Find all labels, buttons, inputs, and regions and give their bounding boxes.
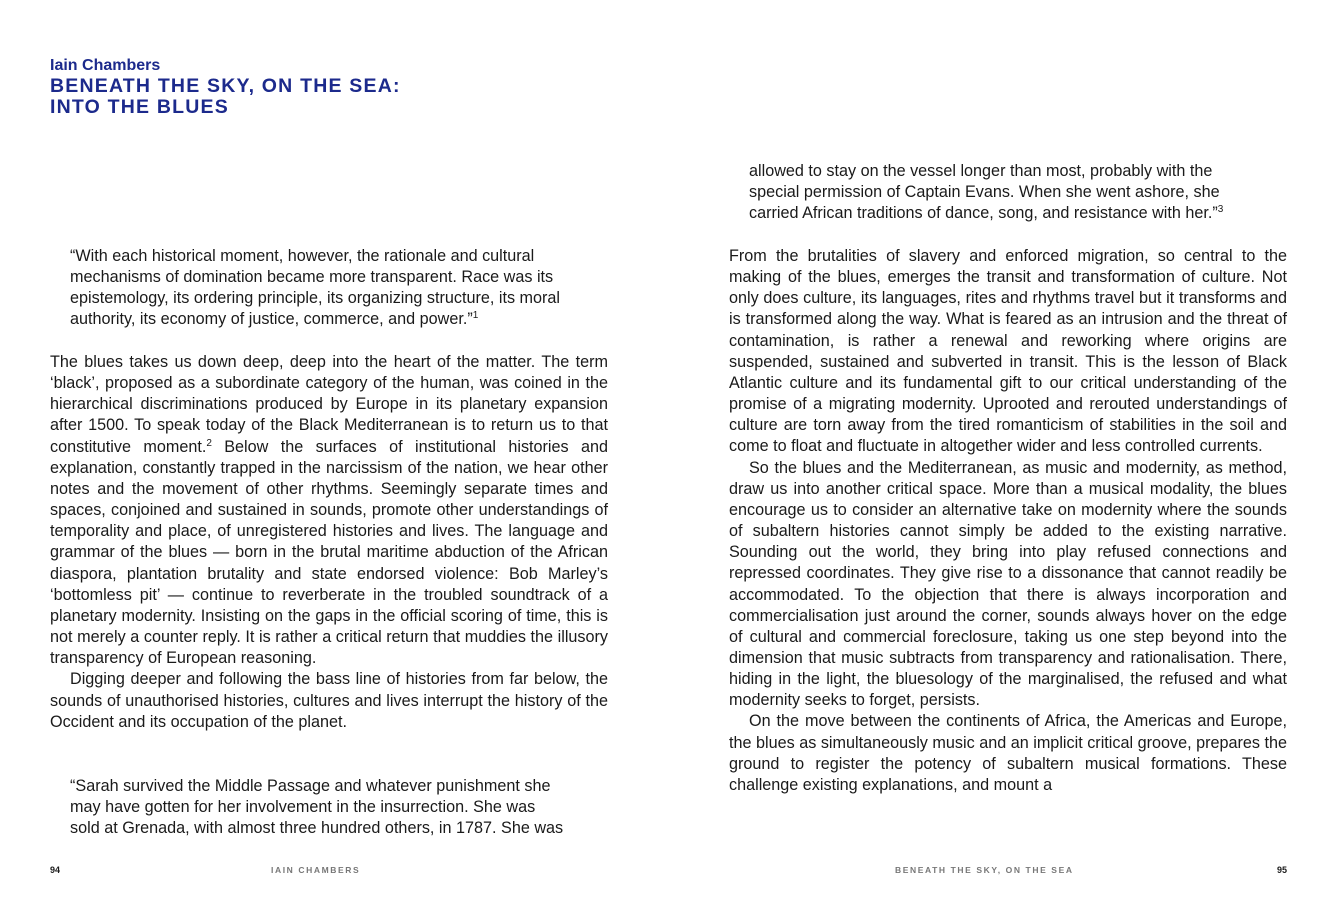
block-quote-1: [70, 246, 610, 331]
right-page: [668, 0, 1337, 904]
block-quote-2: [70, 776, 630, 839]
block-quote-continued: [749, 161, 1309, 224]
footnote-marker-3: 3: [1217, 204, 1224, 216]
left-paragraph-1-part-b: Below the surfaces of institutional histories and explanation, constantly trapped in the narcissism of the nation, we hear other notes and the movement of other rhythms. Seemingly separate times and spaces, conjoined and sustained in sounds, promote other understandings of temporality and place, of unregistered histories and lives. The language and grammar of the blues — born in the brutal maritime abduction of the African diaspora, plantation brutality and state endorsed violence: Bob Marley’s ‘bottomless pit’ — continue to reverberate in the troubled soundtrack of a planetary modernity. Insisting on the gaps in the official scoring of time, this is not merely a counter reply. It is rather a critical return that muddies the illusory transparency of European reasoning.: [50, 437, 608, 668]
quote-1-text: “With each historical moment, however, the rationale and cultural mechanisms of domination became more transparent. Race was its epistemology, its ordering principle, its organizing structure, its moral authority, its economy of justice, commerce, and power.”: [70, 247, 561, 329]
title-line-1: BENEATH THE SKY, ON THE SEA:: [50, 75, 401, 97]
author-name: Iain Chambers: [50, 57, 161, 74]
footnote-marker-2: 2: [206, 437, 212, 449]
page-number-right: 95: [1276, 865, 1287, 875]
quote-1: [70, 246, 610, 331]
left-paragraph-1-part-a: The blues takes us down deep, deep into the heart of the matter. The term ‘black’, proposed as a subordinate category of the human, was coined in the hierarchical discriminations produced by Europe in its planetary expansion after 1500. To speak today of the Black Mediterranean is to return us to that constitutive moment.: [50, 353, 608, 456]
article-title: [50, 76, 610, 118]
right-paragraph-3: On the move between the continents of Africa, the Americas and Europe, the blues as simultaneously music and an implicit critical groove, prepares the ground to register the potency of subaltern musical formations. These challenge existing explanations, and mount a: [729, 712, 1287, 794]
right-paragraph-1: From the brutalities of slavery and enforced migration, so central to the making of the blues, emerges the transit and transformation of culture. Not only does culture, its languages, rites and rhythms travel but it transforms and is transformed along the way. What is feared as an intrusion and the threat of contamination, is rather a renewal and reworking where origins are suspended, sustained and subverted in transit. This is the lesson of Black Atlantic culture and its fundamental gift to our critical understanding of the promise of a migrating modernity. Uprooted and rerouted understandings of culture are torn away from the tired romanticism of stabilities in the soil and come to float and fluctuate in altogether wider and less controlled currents.: [729, 247, 1287, 456]
footnote-marker-1: 1: [472, 310, 479, 322]
left-body: [50, 352, 608, 733]
quote-cont-line-3: [749, 203, 1309, 224]
left-paragraph-2: Digging deeper and following the bass line of histories from far below, the sounds of unauthorised histories, cultures and lives interrupt the history of the Occident and its occupation of the planet.: [50, 670, 608, 731]
title-line-2: INTO THE BLUES: [50, 96, 229, 118]
running-head-right: BENEATH THE SKY, ON THE SEA: [895, 865, 1074, 875]
running-head-left: IAIN CHAMBERS: [271, 865, 361, 875]
quote-2-line-3: sold at Grenada, with almost three hundred others, in 1787. She was: [70, 819, 564, 838]
page-number-left: 94: [50, 865, 61, 875]
quote-2-line-1: “Sarah survived the Middle Passage and whatever punishment she: [70, 777, 551, 795]
right-body: [729, 246, 1287, 796]
quote-2-line-2: may have gotten for her involvement in the insurrection. She was: [70, 798, 536, 817]
quote-cont-line-1: allowed to stay on the vessel longer than most, probably with the: [749, 162, 1213, 180]
quote-cont-line-2: special permission of Captain Evans. When she went ashore, she: [749, 183, 1220, 202]
right-paragraph-2: So the blues and the Mediterranean, as music and modernity, as method, draw us into another critical space. More than a musical modality, the blues encourage us to consider an alternative take on modernity where the sounds of subaltern histories cannot simply be added to the existing narrative. Sounding out the world, they bring into play refused connections and repressed coordinates. They give rise to a dissonance that cannot readily be accommodated. To the objection that there is always incorporation and commercialisation just around the corner, sounds always hover on the edge of cultural and commercial foreclosure, taking us one step beyond into the dimension that music subtracts from transparency and rationalisation. There, hiding in the light, the bluesology of the marginalised, the refused and what modernity seeks to forget, persists.: [729, 458, 1287, 710]
left-paragraph-1: [50, 352, 608, 669]
left-page: [0, 0, 668, 904]
quote-cont-line-3-text: carried African traditions of dance, song, and resistance with her.”: [749, 204, 1218, 223]
